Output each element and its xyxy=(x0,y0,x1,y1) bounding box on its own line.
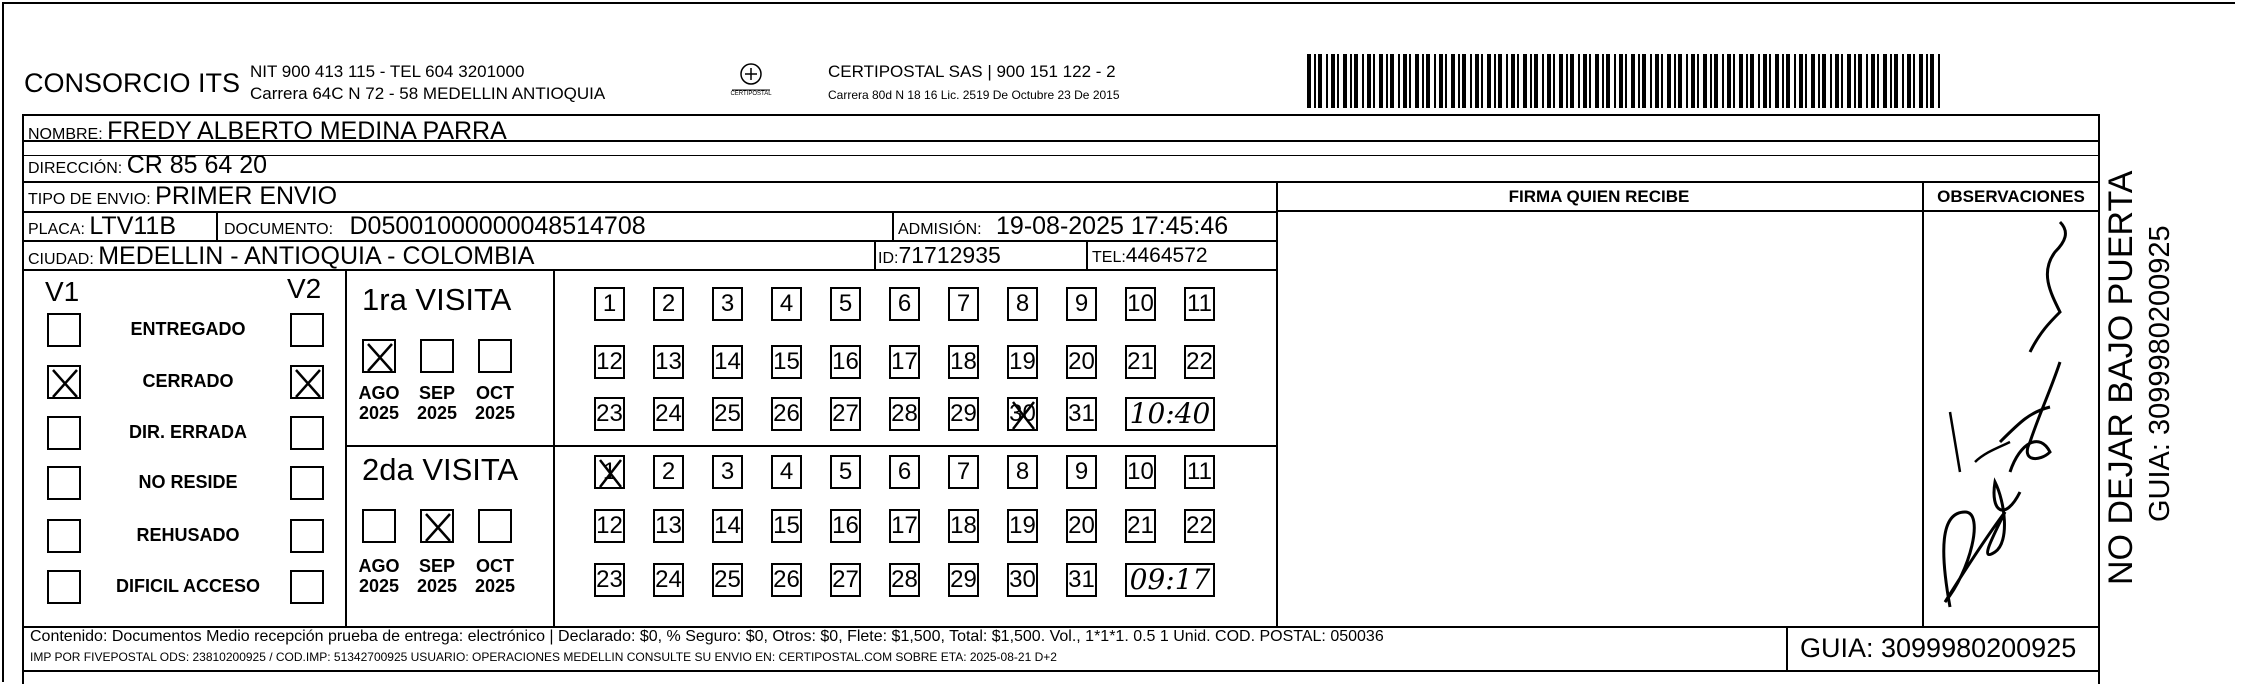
visit2-day-box[interactable]: 14 xyxy=(712,509,743,543)
visit2-month-label: OCT 2025 xyxy=(474,556,516,596)
visit1-day-box[interactable]: 23 xyxy=(594,397,625,431)
visit2-day-box[interactable]: 25 xyxy=(712,563,743,597)
visit2-day-box[interactable]: 20 xyxy=(1066,509,1097,543)
visit1-day-box[interactable]: 29 xyxy=(948,397,979,431)
visit2-day-box[interactable]: 9 xyxy=(1066,455,1097,489)
visit1-month-checkbox[interactable] xyxy=(420,339,454,373)
visit2-day-box[interactable]: 31 xyxy=(1066,563,1097,597)
visit1-month-checkbox[interactable] xyxy=(362,339,396,373)
cell-divider xyxy=(216,211,218,240)
id-row xyxy=(878,242,1001,269)
visit1-day-box[interactable]: 1 xyxy=(594,287,625,321)
visit2-month-checkbox[interactable] xyxy=(420,509,454,543)
side-guia: GUIA: 3099980200925 xyxy=(2144,225,2176,522)
visit2-day-box[interactable]: 21 xyxy=(1125,509,1156,543)
visit1-day-box[interactable]: 7 xyxy=(948,287,979,321)
visit1-day-box[interactable]: 20 xyxy=(1066,345,1097,379)
firma-header: FIRMA QUIEN RECIBE xyxy=(1508,187,1690,206)
signature-scribble xyxy=(1910,212,2090,624)
visit1-month-label: OCT 2025 xyxy=(474,383,516,423)
visit1-day-box[interactable]: 18 xyxy=(948,345,979,379)
v1-checkbox[interactable] xyxy=(47,416,81,450)
visit1-day-box[interactable]: 24 xyxy=(653,397,684,431)
nombre-value: FREDY ALBERTO MEDINA PARRA xyxy=(107,117,507,145)
visit2-day-box[interactable]: 5 xyxy=(830,455,861,489)
status-label: DIR. ERRADA xyxy=(128,422,247,442)
visit2-day-box[interactable]: 18 xyxy=(948,509,979,543)
placa-row xyxy=(28,212,176,241)
visit2-day-box[interactable]: 22 xyxy=(1184,509,1215,543)
visit1-day-box[interactable]: 31 xyxy=(1066,397,1097,431)
visit2-day-box[interactable]: 8 xyxy=(1007,455,1038,489)
visit1-month-label: AGO 2025 xyxy=(358,383,400,423)
visit2-day-box[interactable]: 30 xyxy=(1007,563,1038,597)
visit2-day-box[interactable]: 29 xyxy=(948,563,979,597)
status-label: NO RESIDE xyxy=(138,472,238,492)
status-label: ENTREGADO xyxy=(130,319,246,339)
visit1-day-box[interactable]: 19 xyxy=(1007,345,1038,379)
visit2-day-box[interactable]: 11 xyxy=(1184,455,1215,489)
tipo-row xyxy=(28,182,337,211)
visit1-day-box[interactable]: 30 xyxy=(1007,397,1038,431)
tipo-value: PRIMER ENVIO xyxy=(155,182,338,210)
status-divider xyxy=(345,269,347,626)
direccion-value: CR 85 64 20 xyxy=(126,151,268,179)
firma-divider xyxy=(1276,181,1278,626)
certipostal-line1: CERTIPOSTAL SAS | 900 151 122 - 2 xyxy=(828,62,1116,81)
company-nit-tel: NIT 900 413 115 - TEL 604 3201000 xyxy=(250,62,525,81)
visit2-day-box[interactable]: 12 xyxy=(594,509,625,543)
v1-checkbox[interactable] xyxy=(47,519,81,553)
visit2-title: 2da VISITA xyxy=(362,452,519,487)
status-label: REHUSADO xyxy=(136,525,240,545)
footer-divider xyxy=(1786,626,1788,670)
admision-label: ADMISIÓN: xyxy=(898,221,982,238)
v2-checkbox[interactable] xyxy=(290,570,324,604)
v1-checkbox[interactable] xyxy=(47,570,81,604)
visit1-day-box[interactable]: 12 xyxy=(594,345,625,379)
footer-guia: GUIA: 3099980200925 xyxy=(1800,633,2077,663)
cell-divider xyxy=(892,211,894,240)
visit-divider xyxy=(345,445,1276,447)
visit1-day-box[interactable]: 27 xyxy=(830,397,861,431)
id-label: ID: xyxy=(878,250,899,267)
visit1-day-box[interactable]: 4 xyxy=(771,287,802,321)
visit1-title: 1ra VISITA xyxy=(362,282,512,317)
placa-label: PLACA: xyxy=(28,221,85,238)
visit2-day-box[interactable]: 24 xyxy=(653,563,684,597)
visit2-day-box[interactable]: 4 xyxy=(771,455,802,489)
nombre-row xyxy=(28,117,507,146)
month-divider xyxy=(553,269,555,626)
left-border xyxy=(22,114,24,684)
admision-row xyxy=(898,212,1228,241)
ciudad-row xyxy=(28,242,534,271)
visit2-day-box[interactable]: 6 xyxy=(889,455,920,489)
footer-impresion: IMP POR FIVEPOSTAL ODS: 23810200925 / COD.IMP: 51342700925 USUARIO: OPERACIONES MEDELLIN CONSULTE SU ENVIO EN: CERTIPOSTAL.COM SOBRE ETA: 2025-08-21 D+2 xyxy=(30,650,1057,664)
visit2-day-box[interactable]: 23 xyxy=(594,563,625,597)
certipostal-logo-text: CERTIPOSTAL xyxy=(730,91,772,97)
visit2-day-box[interactable]: 1 xyxy=(594,455,625,489)
certipostal-line2: Carrera 80d N 18 16 Lic. 2519 De Octubre 23 De 2015 xyxy=(828,88,1120,102)
documento-row xyxy=(224,212,646,241)
v2-checkbox[interactable] xyxy=(290,416,324,450)
v2-header: V2 xyxy=(287,273,322,304)
visit1-day-box[interactable]: 28 xyxy=(889,397,920,431)
visit1-month-label: SEP 2025 xyxy=(416,383,458,423)
visit2-month-checkbox[interactable] xyxy=(478,509,512,543)
row-divider xyxy=(22,155,2098,156)
visit1-day-box[interactable]: 17 xyxy=(889,345,920,379)
v1-header: V1 xyxy=(45,276,80,307)
visit1-day-box[interactable]: 9 xyxy=(1066,287,1097,321)
nombre-label: NOMBRE: xyxy=(28,126,103,143)
v2-checkbox[interactable] xyxy=(290,313,324,347)
ciudad-label: CIUDAD: xyxy=(28,251,94,268)
ciudad-value: MEDELLIN - ANTIOQUIA - COLOMBIA xyxy=(98,242,535,270)
v1-checkbox[interactable] xyxy=(47,313,81,347)
visit2-day-box[interactable]: 16 xyxy=(830,509,861,543)
visit2-day-box[interactable]: 19 xyxy=(1007,509,1038,543)
footer-bottom xyxy=(22,670,2098,672)
visit2-day-box[interactable]: 26 xyxy=(771,563,802,597)
visit2-day-box[interactable]: 7 xyxy=(948,455,979,489)
visit1-day-box[interactable]: 8 xyxy=(1007,287,1038,321)
v1-checkbox[interactable] xyxy=(47,365,81,399)
visit2-day-box[interactable]: 2 xyxy=(653,455,684,489)
visit1-day-box[interactable]: 2 xyxy=(653,287,684,321)
visit2-month-label: AGO 2025 xyxy=(358,556,400,596)
v1-checkbox[interactable] xyxy=(47,466,81,500)
status-label: DIFICIL ACCESO xyxy=(115,576,260,596)
visit2-time-box[interactable]: 09:17 xyxy=(1125,563,1215,597)
visit2-day-box[interactable]: 15 xyxy=(771,509,802,543)
visit1-day-box[interactable]: 10 xyxy=(1125,287,1156,321)
visit1-day-box[interactable]: 16 xyxy=(830,345,861,379)
visit1-day-box[interactable]: 25 xyxy=(712,397,743,431)
barcode xyxy=(1307,54,1947,108)
placa-value: LTV11B xyxy=(89,212,176,240)
v2-checkbox[interactable] xyxy=(290,466,324,500)
visit2-month-checkbox[interactable] xyxy=(362,509,396,543)
visit2-day-box[interactable]: 10 xyxy=(1125,455,1156,489)
tel-label: TEL: xyxy=(1092,249,1126,266)
company-name: CONSORCIO ITS xyxy=(24,68,241,98)
tipo-label: TIPO DE ENVIO: xyxy=(28,191,151,208)
visit1-day-box[interactable]: 6 xyxy=(889,287,920,321)
visit2-day-box[interactable]: 27 xyxy=(830,563,861,597)
visit2-month-label: SEP 2025 xyxy=(416,556,458,596)
v2-checkbox[interactable] xyxy=(290,365,324,399)
company-address: Carrera 64C N 72 - 58 MEDELLIN ANTIOQUIA xyxy=(250,84,606,103)
visit2-day-box[interactable]: 28 xyxy=(889,563,920,597)
side-no-dejar: NO DEJAR BAJO PUERTA xyxy=(2102,170,2140,585)
visit1-day-box[interactable]: 14 xyxy=(712,345,743,379)
visit2-day-box[interactable]: 13 xyxy=(653,509,684,543)
visit1-time-box[interactable]: 10:40 xyxy=(1125,397,1215,431)
observaciones-header: OBSERVACIONES xyxy=(1937,187,2085,206)
visit1-day-box[interactable]: 26 xyxy=(771,397,802,431)
v2-checkbox[interactable] xyxy=(290,519,324,553)
visit1-day-box[interactable]: 5 xyxy=(830,287,861,321)
visit2-day-box[interactable]: 17 xyxy=(889,509,920,543)
tel-value: 4464572 xyxy=(1125,244,1208,267)
admision-value: 19-08-2025 17:45:46 xyxy=(996,212,1229,240)
footer-contenido: Contenido: Documentos Medio recepción prueba de entrega: electrónico | Declarado: $0, % Seguro: $0, Otros: $0, Flete: $1,500, Total: $1,500. Vol., 1*1*1. 0.5 1 Unid. COD. POSTAL: 050036 xyxy=(30,628,1384,645)
visit1-day-box[interactable]: 11 xyxy=(1184,287,1215,321)
documento-label: DOCUMENTO: xyxy=(224,221,334,238)
id-value: 71712935 xyxy=(898,242,1001,268)
cell-divider xyxy=(874,240,876,269)
visit1-month-checkbox[interactable] xyxy=(478,339,512,373)
direccion-row xyxy=(28,151,267,180)
cell-divider xyxy=(1086,240,1088,269)
status-label: CERRADO xyxy=(142,371,234,391)
visit1-day-box[interactable]: 15 xyxy=(771,345,802,379)
visit1-day-box[interactable]: 3 xyxy=(712,287,743,321)
documento-value: D05001000000048514708 xyxy=(349,212,646,240)
right-border xyxy=(2098,114,2100,684)
visit1-day-box[interactable]: 22 xyxy=(1184,345,1215,379)
tel-row xyxy=(1092,244,1208,268)
visit1-day-box[interactable]: 13 xyxy=(653,345,684,379)
row-divider xyxy=(22,114,2098,116)
direccion-label: DIRECCIÓN: xyxy=(28,160,123,177)
visit2-day-box[interactable]: 3 xyxy=(712,455,743,489)
visit1-day-box[interactable]: 21 xyxy=(1125,345,1156,379)
